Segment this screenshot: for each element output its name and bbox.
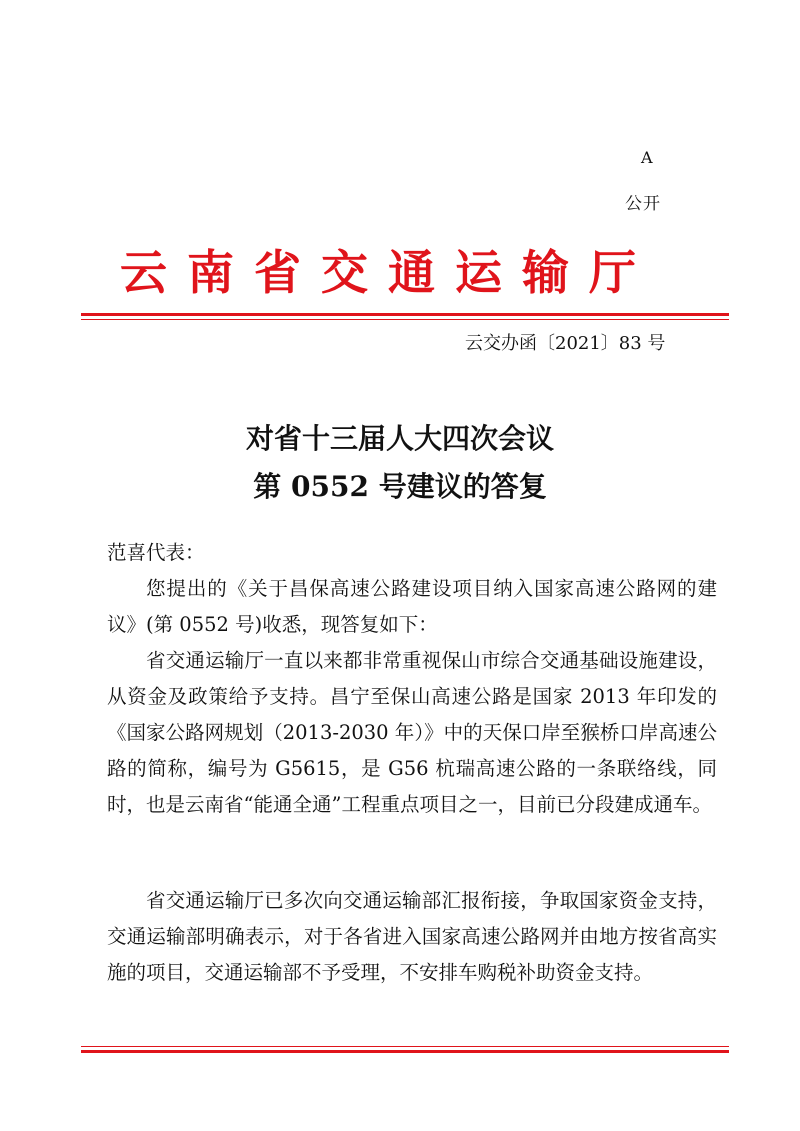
security-level: A (641, 148, 653, 167)
header-rule-thick (81, 313, 729, 316)
header-rule-thin (81, 319, 729, 320)
footer-rule-thin (81, 1046, 729, 1047)
agency-letterhead: 云南省交通运输厅 (120, 246, 656, 301)
disclosure-label: 公开 (625, 194, 661, 214)
salutation: 范喜代表： (107, 541, 205, 564)
paragraph-3: 省交通运输厅已多次向交通运输部汇报衔接，争取国家资金支持，交通运输部明确表示，对于各省进入国家高速公路网并由地方按省高实施的项目，交通运输部不予受理，不安排车购税补助资金支持。 (107, 889, 717, 984)
document-title-line-1: 对省十三届人大四次会议 (245, 422, 554, 455)
paragraph-2: 省交通运输厅一直以来都非常重视保山市综合交通基础设施建设，从资金及政策给予支持。昌宁至保山高速公路是国家 2013 年印发的《国家公路网规划（2013-2030 年）》中的天保口岸至猴桥口岸高速公路的简称，编号为 G5615，是 G56 杭瑞高速公路的一条联络线，同时，也是云南省“能通全通”工程重点项目之一，目前已分段建成通车。 (107, 649, 717, 816)
document-title-line-2: 第 0552 号建议的答复 (253, 470, 547, 503)
paragraph-1: 您提出的《关于昌保高速公路建设项目纳入国家高速公路网的建议》(第 0552 号)收悉，现答复如下： (107, 577, 717, 636)
footer-rule-thick (81, 1050, 729, 1053)
document-number: 云交办函〔2021〕83 号 (465, 333, 666, 354)
